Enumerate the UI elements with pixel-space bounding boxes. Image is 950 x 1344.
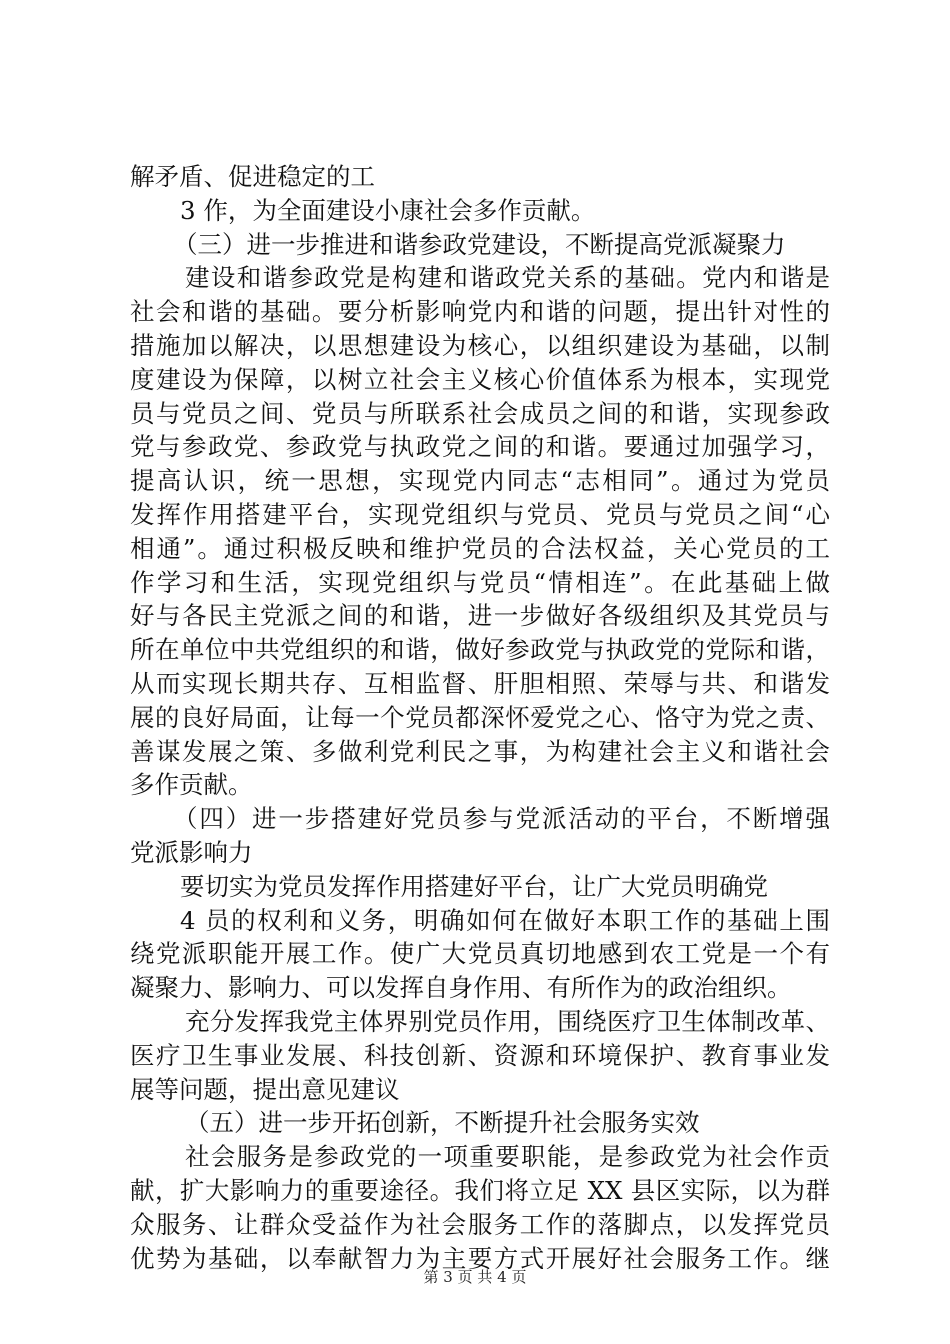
text-line: 社会和谐的基础。要分析影响党内和谐的问题，提出针对性的 [130,297,830,327]
text-line: 要切实为党员发挥作用搭建好平台，让广大党员明确党 [180,871,768,901]
section-heading: （四）进一步搭建好党员参与党派活动的平台，不断增强 [173,804,830,834]
text-line: 作学习和生活，实现党组织与党员“情相连”。在此基础上做 [130,567,830,597]
page-number-footer: 第 3 页 共 4 页 [423,1268,527,1286]
body-text [130,160,830,1275]
text-line: 众服务、让群众受益作为社会服务工作的落脚点，以发挥党员 [130,1209,830,1239]
text-line: 建设和谐参政党是构建和谐政党关系的基础。党内和谐是 [185,263,830,293]
text-line: 绕党派职能开展工作。使广大党员真切地感到农工党是一个有 [130,939,830,969]
text-line: 凝聚力、影响力、可以发挥自身作用、有所作为的政治组织。 [130,973,792,1003]
text-line: 从而实现长期共存、互相监督、肝胆相照、荣辱与共、和谐发 [130,668,830,698]
text-line: 解矛盾、促进稳定的工 [130,162,375,191]
text-line: 措施加以解决，以思想建设为核心，以组织建设为基础，以制 [130,330,830,360]
text-line: 社会服务是参政党的一项重要职能，是参政党为社会作贡 [185,1142,830,1172]
text-line: 员与党员之间、党员与所联系社会成员之间的和谐，实现参政 [130,398,830,428]
text-line: 好与各民主党派之间的和谐，进一步做好各级组织及其党员与 [130,601,830,631]
text-line: 提高认识，统一思想，实现党内同志“志相同”。通过为党员 [130,466,830,496]
section-heading: （三）进一步推进和谐参政党建设，不断提高党派凝聚力 [173,229,786,259]
text-line: 展的良好局面，让每一个党员都深怀爱党之心、恪守为党之责、 [130,702,830,732]
text-line: 献，扩大影响力的重要途径。我们将立足 XX 县区实际，以为群 [130,1175,830,1205]
section-heading: （五）进一步开拓创新，不断提升社会服务实效 [185,1108,700,1138]
text-line: 3 作，为全面建设小康社会多作贡献。 [180,195,596,225]
text-line: 善谋发展之策、多做利党利民之事，为构建社会主义和谐社会 [130,736,830,766]
text-line: 多作贡献。 [130,770,253,800]
text-line: 党与参政党、参政党与执政党之间的和谐。要通过加强学习， [130,432,830,462]
text-line: 发挥作用搭建平台，实现党组织与党员、党员与党员之间“心 [130,499,830,529]
text-line: 相通”。通过积极反映和维护党员的合法权益，关心党员的工 [130,533,830,563]
text-line: 充分发挥我党主体界别党员作用，围绕医疗卫生体制改革、 [185,1006,830,1036]
text-line: 所在单位中共党组织的和谐，做好参政党与执政党的党际和谐， [130,635,830,665]
text-line: 度建设为保障，以树立社会主义核心价值体系为根本，实现党 [130,364,830,394]
text-line: 优势为基础，以奉献智力为主要方式开展好社会服务工作。继 [130,1243,830,1273]
text-line: 展等问题，提出意见建议 [130,1074,400,1104]
section-heading: 党派影响力 [130,837,253,867]
text-line: 4 员的权利和义务，明确如何在做好本职工作的基础上围 [180,905,830,935]
text-line: 医疗卫生事业发展、科技创新、资源和环境保护、教育事业发 [130,1040,830,1070]
